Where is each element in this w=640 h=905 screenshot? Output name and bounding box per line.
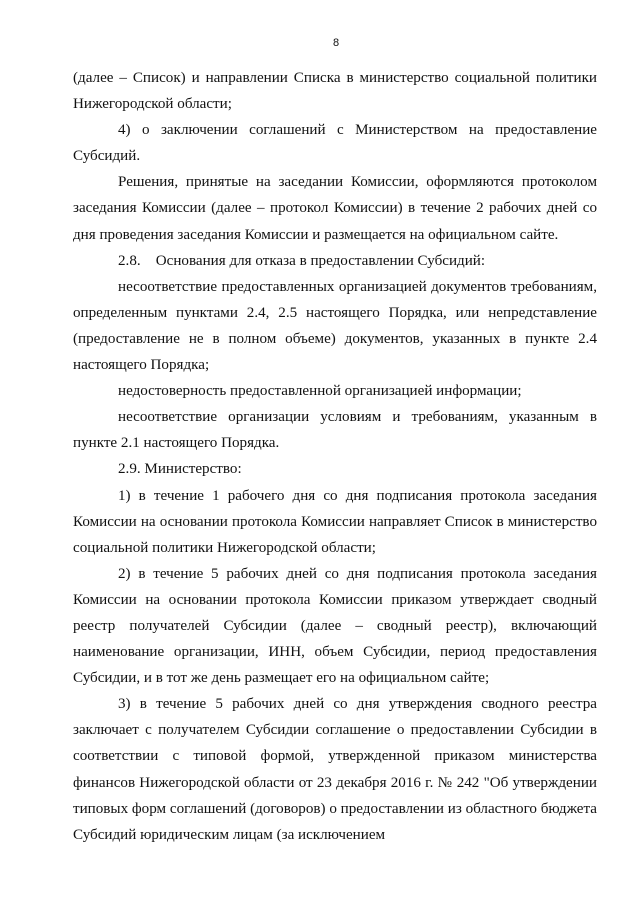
paragraph: 1) в течение 1 рабочего дня со дня подписания протокола заседания Комиссии на основании протокола Комиссии направляет Список в министерство социальной политики Нижегородской области; bbox=[73, 487, 597, 556]
paragraph: недостоверность предоставленной организацией информации; bbox=[118, 383, 522, 400]
paragraph: Решения, принятые на заседании Комиссии, оформляются протоколом заседания Комиссии (далее – протокол Комиссии) в течение 2 рабочих дней со дня проведения заседания Комиссии и размещается на официальном сайте. bbox=[73, 174, 597, 243]
paragraph: несоответствие организации условиям и требованиям, указанным в пункте 2.1 настоящего Порядка. bbox=[73, 409, 597, 452]
paragraph: 2) в течение 5 рабочих дней со дня подписания протокола заседания Комиссии на основании протокола Комиссии приказом утверждает сводный реестр получателей Субсидии (далее – сводный реестр), включающий наименование организации, ИНН, объем Субсидии, период предоставления Субсидии, и в тот же день размещает его на официальном сайте; bbox=[73, 565, 597, 687]
paragraph: 3) в течение 5 рабочих дней со дня утверждения сводного реестра заключает с получателем Субсидии соглашение о предоставлении Субсидии в соответствии с типовой формой, утвержденной приказом министерства финансов Нижегородской области от 23 декабря 2016 г. № 242 "Об утверждении типовых форм соглашений (договоров) о предоставлении из областного бюджета Субсидий юридическим лицам (за исключением bbox=[73, 696, 597, 843]
document-body bbox=[73, 65, 597, 848]
paragraph: 2.8. Основания для отказа в предоставлении Субсидий: bbox=[118, 252, 486, 269]
paragraph: несоответствие предоставленных организацией документов требованиям, определенным пунктами 2.4, 2.5 настоящего Порядка, или непредставление (предоставление не в полном объеме) документов, указанных в пункте 2.4 настоящего Порядка; bbox=[73, 278, 597, 374]
paragraph: (далее – Список) и направлении Списка в министерство социальной политики Нижегородской области; bbox=[73, 70, 597, 113]
paragraph: 2.9. Министерство: bbox=[118, 461, 242, 478]
page-number: 8 bbox=[332, 37, 340, 49]
paragraph: 4) о заключении соглашений с Министерством на предоставление Субсидий. bbox=[73, 122, 597, 165]
